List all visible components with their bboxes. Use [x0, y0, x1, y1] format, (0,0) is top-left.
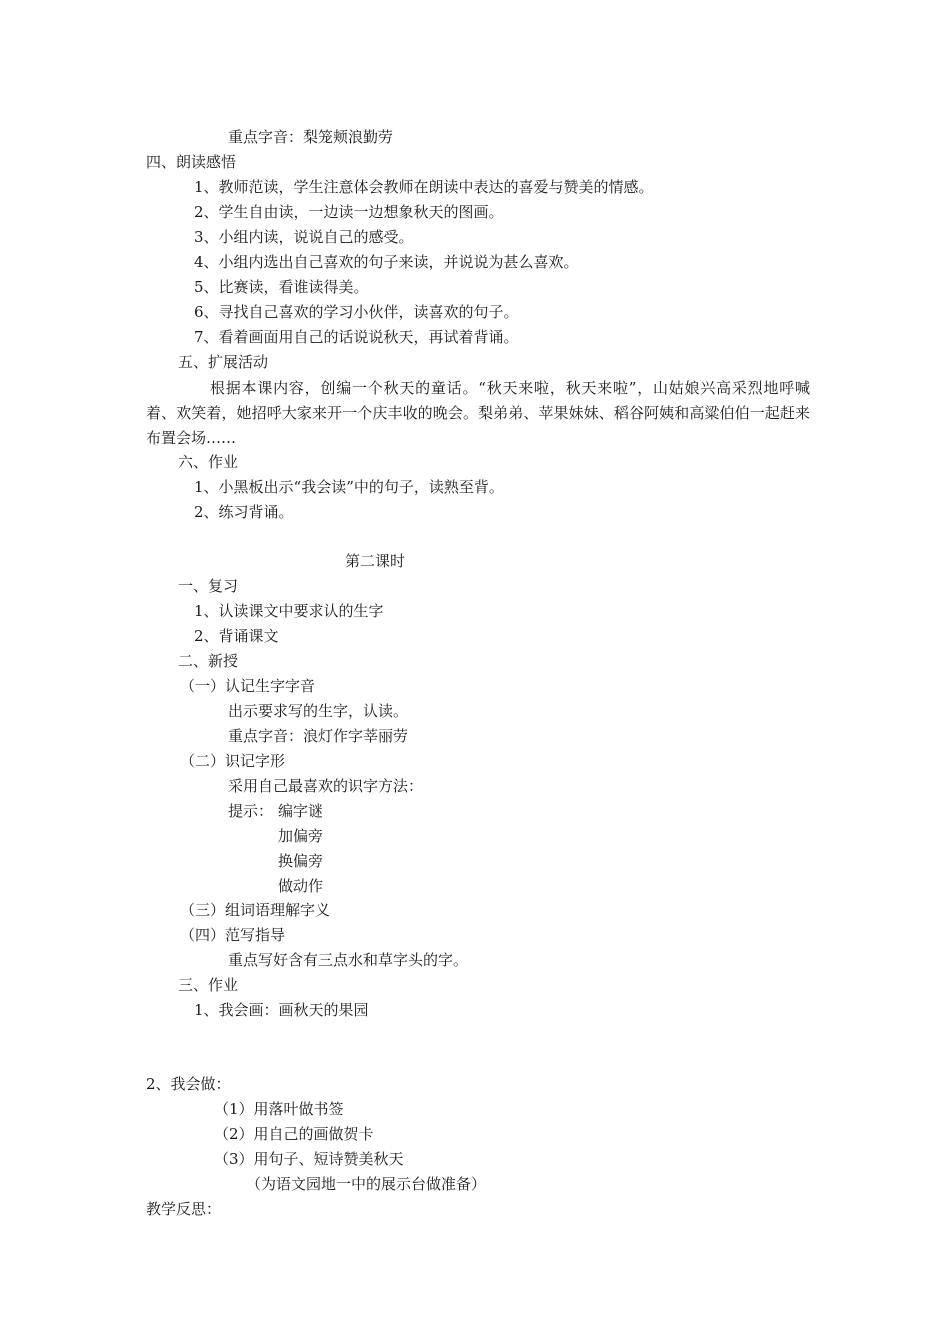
homework-heading: 三、作业 — [178, 976, 239, 994]
new-lesson-heading: 二、新授 — [178, 652, 239, 670]
extension-activity-paragraph: 根据本课内容，创编一个秋天的童话。“秋天来啦，秋天来啦”，山姑娘兴高采烈地呼喊着、欢笑着，她招呼大家来开一个庆丰收的晚会。梨弟弟、苹果妹妹、稻谷阿姨和高粱伯伯一起赶来布置会场…… — [146, 379, 810, 447]
list-item: 2、练习背诵。 — [194, 503, 294, 521]
homework-subitem: （2）用自己的画做贺卡 — [214, 1125, 374, 1143]
list-item: 7、看着画面用自己的话说说秋天，再试着背诵。 — [194, 328, 519, 346]
part-2-line: 采用自己最喜欢的识字方法： — [228, 777, 424, 795]
part-3-heading: （三）组词语理解字义 — [180, 901, 331, 919]
teaching-reflection-label: 教学反思： — [146, 1200, 222, 1218]
list-item: 2、学生自由读，一边读一边想象秋天的图画。 — [194, 203, 504, 221]
list-item: 1、小黑板出示“我会读”中的句子，读熟至背。 — [194, 478, 504, 496]
part-4-heading: （四）范写指导 — [180, 926, 286, 944]
homework-item: 2、我会做： — [146, 1075, 231, 1093]
hint-item: 加偏旁 — [278, 827, 324, 845]
homework-item: 1、我会画：画秋天的果园 — [194, 1001, 369, 1019]
list-item: 2、背诵课文 — [194, 627, 279, 645]
part-4-line: 重点写好含有三点水和草字头的字。 — [228, 951, 469, 969]
review-heading: 一、复习 — [178, 577, 239, 595]
section-6-heading: 六、作业 — [178, 453, 239, 471]
homework-subitem: （1）用落叶做书签 — [214, 1100, 344, 1118]
section-5-heading: 五、扩展活动 — [178, 353, 269, 371]
section-4-heading: 四、朗读感悟 — [146, 153, 237, 171]
list-item: 1、教师范读，学生注意体会教师在朗读中表达的喜爱与赞美的情感。 — [194, 178, 654, 196]
list-item: 1、认读课文中要求认的生字 — [194, 602, 384, 620]
hint-item: 换偏旁 — [278, 852, 324, 870]
part-1-line: 重点字音：浪灯作字莘丽劳 — [228, 727, 409, 745]
homework-note: （为语文园地一中的展示台做准备） — [246, 1175, 487, 1193]
list-item: 3、小组内读，说说自己的感受。 — [194, 228, 414, 246]
hint-item: 编字谜 — [278, 802, 324, 820]
part-2-heading: （二）识记字形 — [180, 752, 286, 770]
part-1-heading: （一）认记生字字音 — [180, 677, 316, 695]
key-sounds-line: 重点字音：梨笼颊浪勤劳 — [228, 128, 394, 146]
list-item: 4、小组内选出自己喜欢的句子来读，并说说为甚么喜欢。 — [194, 253, 579, 271]
homework-subitem: （3）用句子、短诗赞美秋天 — [214, 1150, 404, 1168]
hint-item: 做动作 — [278, 877, 324, 895]
list-item: 6、寻找自己喜欢的学习小伙伴，读喜欢的句子。 — [194, 303, 519, 321]
list-item: 5、比赛读，看谁读得美。 — [194, 278, 369, 296]
lesson-2-title: 第二课时 — [345, 552, 406, 570]
part-1-line: 出示要求写的生字，认读。 — [228, 702, 409, 720]
hint-label: 提示： — [228, 802, 274, 820]
